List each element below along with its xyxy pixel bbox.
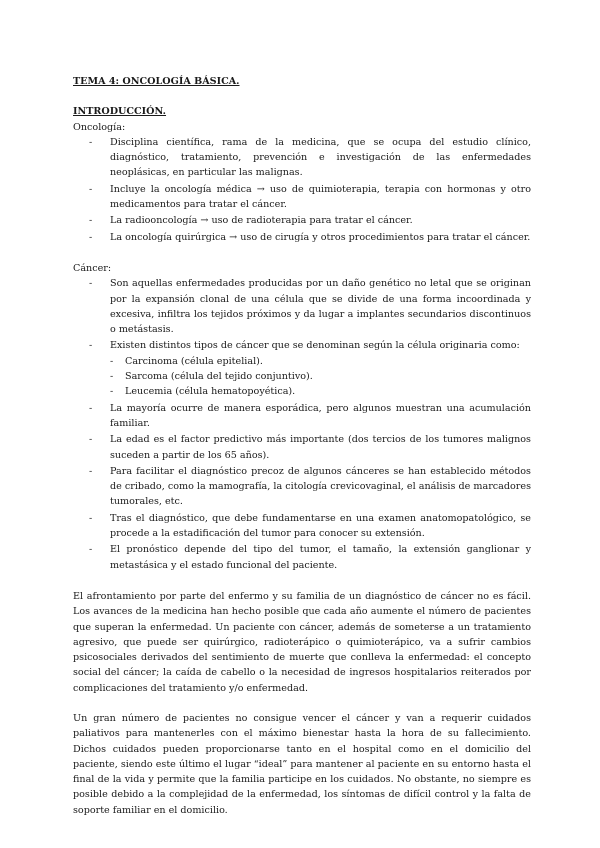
oncologia-label: Oncología:: [73, 121, 126, 133]
list-item: [73, 401, 531, 432]
cancer-label: Cáncer:: [73, 262, 112, 274]
oncologia-list: [73, 135, 531, 245]
sublist-item-text: Carcinoma (célula epitelial).: [125, 355, 263, 367]
list-item: [73, 182, 531, 213]
sublist-item: [110, 369, 531, 384]
list-item: [73, 213, 531, 228]
sublist-item-text: Leucemia (célula hematopoyética).: [125, 386, 296, 398]
spacer: [73, 246, 531, 261]
list-item-text: La oncología quirúrgica → uso de cirugía y otros procedimientos para tratar el cáncer.: [110, 231, 531, 243]
bullet-dash: -: [89, 278, 93, 290]
bullet-dash: -: [89, 402, 93, 414]
bullet-dash: -: [110, 386, 114, 398]
list-item-text: Para facilitar el diagnóstico precoz de algunos cánceres se han establecido métodos de cribado, como la mamografía, la citología crevicovaginal, el análisis de marcadores tumorales, etc.: [110, 465, 531, 508]
document-title: TEMA 4: ONCOLOGÍA BÁSICA.: [73, 76, 240, 87]
bullet-dash: -: [89, 183, 93, 195]
sublist-item: [110, 354, 531, 369]
bullet-dash: -: [110, 355, 114, 367]
bullet-dash: -: [89, 231, 93, 243]
list-item: [73, 276, 531, 337]
spacer: [73, 574, 531, 589]
bullet-dash: -: [89, 340, 93, 352]
list-item: [73, 230, 531, 245]
list-item: [73, 464, 531, 510]
paragraph-afrontamiento: El afrontamiento por parte del enfermo y su familia de un diagnóstico de cáncer no es fácil. Los avances de la medicina han hecho posible que cada año aumente el número de pacientes que superan la enfermedad. Un paciente con cáncer, además de someterse a un tratamiento agresivo, que puede ser quirúrgico, radioterápico o quimioterápico, va a sufrir cambios psicosociales derivados del sentimiento de muerte que conlleva la enfermedad: el concepto social del cáncer; la caída de cabello o la necesidad de ingresos hospitalarios reiterados por complicaciones del tratamiento y/o enfermedad.: [73, 590, 531, 694]
list-item-text: Incluye la oncología médica → uso de quimioterapia, terapia con hormonas y otro medicamentos para tratar el cáncer.: [110, 183, 531, 211]
list-item: [73, 135, 531, 181]
list-item-text: Existen distintos tipos de cáncer que se denominan según la célula originaria como:: [110, 340, 520, 352]
list-item-text: Tras el diagnóstico, que debe fundamentarse en una examen anatomopatológico, se procede a la estadificación del tumor para conocer su extensión.: [110, 512, 531, 540]
list-item-text: El pronóstico depende del tipo del tumor, el tamaño, la extensión ganglionar y metastásica y el estado funcional del paciente.: [110, 544, 531, 571]
list-item-text: Disciplina científica, rama de la medicina, que se ocupa del estudio clínico, diagnóstico, tratamiento, prevención e investigación de las enfermedades neoplásicas, en particular las malignas.: [110, 136, 531, 179]
document-page: [73, 74, 531, 818]
cancer-list: [73, 276, 531, 573]
list-item-text: Son aquellas enfermedades producidas por un daño genético no letal que se originan por la expansión clonal de una célula que se divide de una forma incoordinada y excesiva, infiltra los tejidos próximos y da lugar a implantes secundarios discontinuos o metástasis.: [110, 278, 531, 336]
list-item: [73, 542, 531, 573]
bullet-dash: -: [89, 512, 93, 524]
bullet-dash: -: [89, 136, 93, 148]
bullet-dash: -: [89, 544, 93, 556]
list-item-text: La edad es el factor predictivo más importante (dos tercios de los tumores malignos suceden a partir de los 65 años).: [110, 434, 531, 461]
sublist-item-text: Sarcoma (célula del tejido conjuntivo).: [125, 371, 313, 383]
bullet-dash: -: [89, 215, 93, 227]
bullet-dash: -: [110, 371, 114, 383]
section-heading-introduccion: INTRODUCCIÓN.: [73, 106, 167, 118]
bullet-dash: -: [89, 465, 93, 477]
sublist-item: [110, 384, 531, 399]
paragraph-cuidados-paliativos: Un gran número de pacientes no consigue vencer el cáncer y van a requerir cuidados paliativos para mantenerles con el máximo bienestar hasta la hora de su fallecimiento. Dichos cuidados pueden proporcionarse tanto en el hospital como en el domicilio del paciente, siendo este último el lugar “ideal” para mantener al paciente en su entorno hasta el final de la vida y permite que la familia participe en los cuidados. No obstante, no siempre es posible debido a la complejidad de la enfermedad, los síntomas de difícil control y la falta de soporte familiar en el domicilio.: [73, 712, 531, 816]
list-item: [73, 338, 531, 399]
list-item: [73, 432, 531, 463]
list-item-text: La mayoría ocurre de manera esporádica, pero algunos muestran una acumulación familiar.: [110, 402, 531, 429]
spacer: [73, 696, 531, 711]
list-item: [73, 511, 531, 542]
bullet-dash: -: [89, 434, 93, 446]
cancer-types-sublist: [110, 354, 531, 400]
list-item-text: La radiooncología → uso de radioterapia para tratar el cáncer.: [110, 215, 413, 227]
